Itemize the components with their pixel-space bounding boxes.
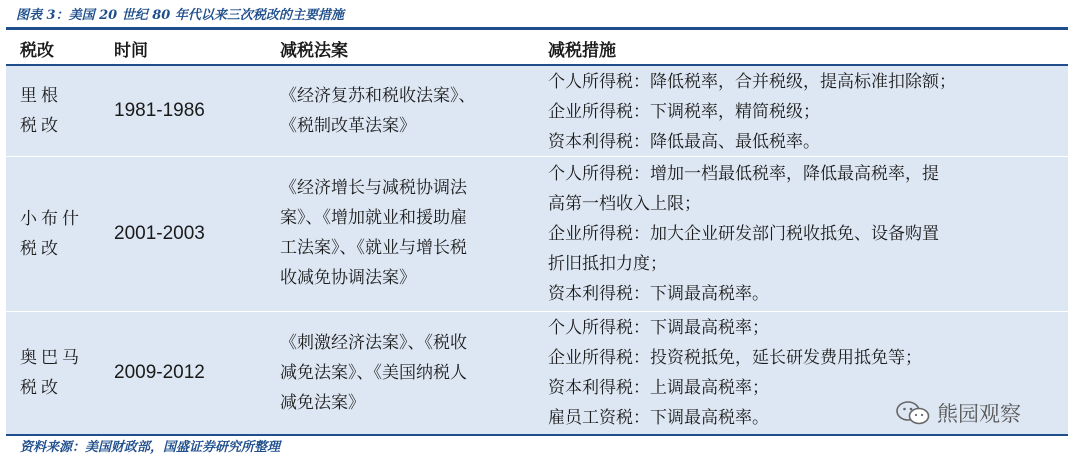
tax-reform-table bbox=[6, 30, 1068, 435]
figure-caption: 图表 3：美国 20 世纪 80 年代以来三次税改的主要措施 bbox=[16, 8, 344, 23]
header-laws: 减税法案 bbox=[280, 41, 348, 61]
reform-time: 1981-1986 bbox=[114, 100, 205, 121]
reform-time: 2009-2012 bbox=[114, 362, 205, 383]
reform-name: 小布什 税改 bbox=[20, 209, 83, 259]
reform-name: 奥巴马 税改 bbox=[20, 348, 83, 398]
reform-measures: 个人所得税：下调最高税率； 企业所得税：投资税抵免，延长研发费用抵免等； 资本利得税：上调最高税率； 雇员工资税：下调最高税率。 bbox=[548, 318, 922, 428]
wechat-icon bbox=[895, 400, 931, 426]
header-time: 时间 bbox=[114, 41, 148, 61]
header-reform: 税改 bbox=[20, 41, 54, 61]
reform-time: 2001-2003 bbox=[114, 223, 205, 244]
watermark bbox=[895, 398, 1021, 428]
reform-laws: 《经济增长与减税协调法 案》、《增加就业和援助雇 工法案》、《就业与增长税 收减免协调法案》 bbox=[280, 178, 467, 288]
reform-laws: 《刺激经济法案》、《税收 减免法案》、《美国纳税人 减免法案》 bbox=[280, 333, 467, 413]
reform-measures: 个人所得税：增加一档最低税率，降低最高税率，提 高第一档收入上限； 企业所得税：加大企业研发部门税收抵免、设备购置 折旧抵扣力度； 资本利得税：下调最高税率。 bbox=[548, 164, 939, 304]
table-row bbox=[6, 157, 1068, 312]
reform-name: 里根 税改 bbox=[20, 86, 62, 136]
reform-measures: 个人所得税：降低税率，合并税级，提高标准扣除额； 企业所得税：下调税率，精简税级； 资本利得税：降低最高、最低税率。 bbox=[548, 72, 956, 152]
table-row bbox=[6, 66, 1068, 157]
table-header bbox=[6, 30, 1068, 66]
header-measures: 减税措施 bbox=[548, 41, 616, 61]
reform-laws: 《经济复苏和税收法案》、 《税制改革法案》 bbox=[280, 86, 476, 136]
watermark-text: 熊园观察 bbox=[937, 402, 1021, 426]
source-note: 资料来源：美国财政部，国盛证券研究所整理 bbox=[20, 440, 281, 455]
